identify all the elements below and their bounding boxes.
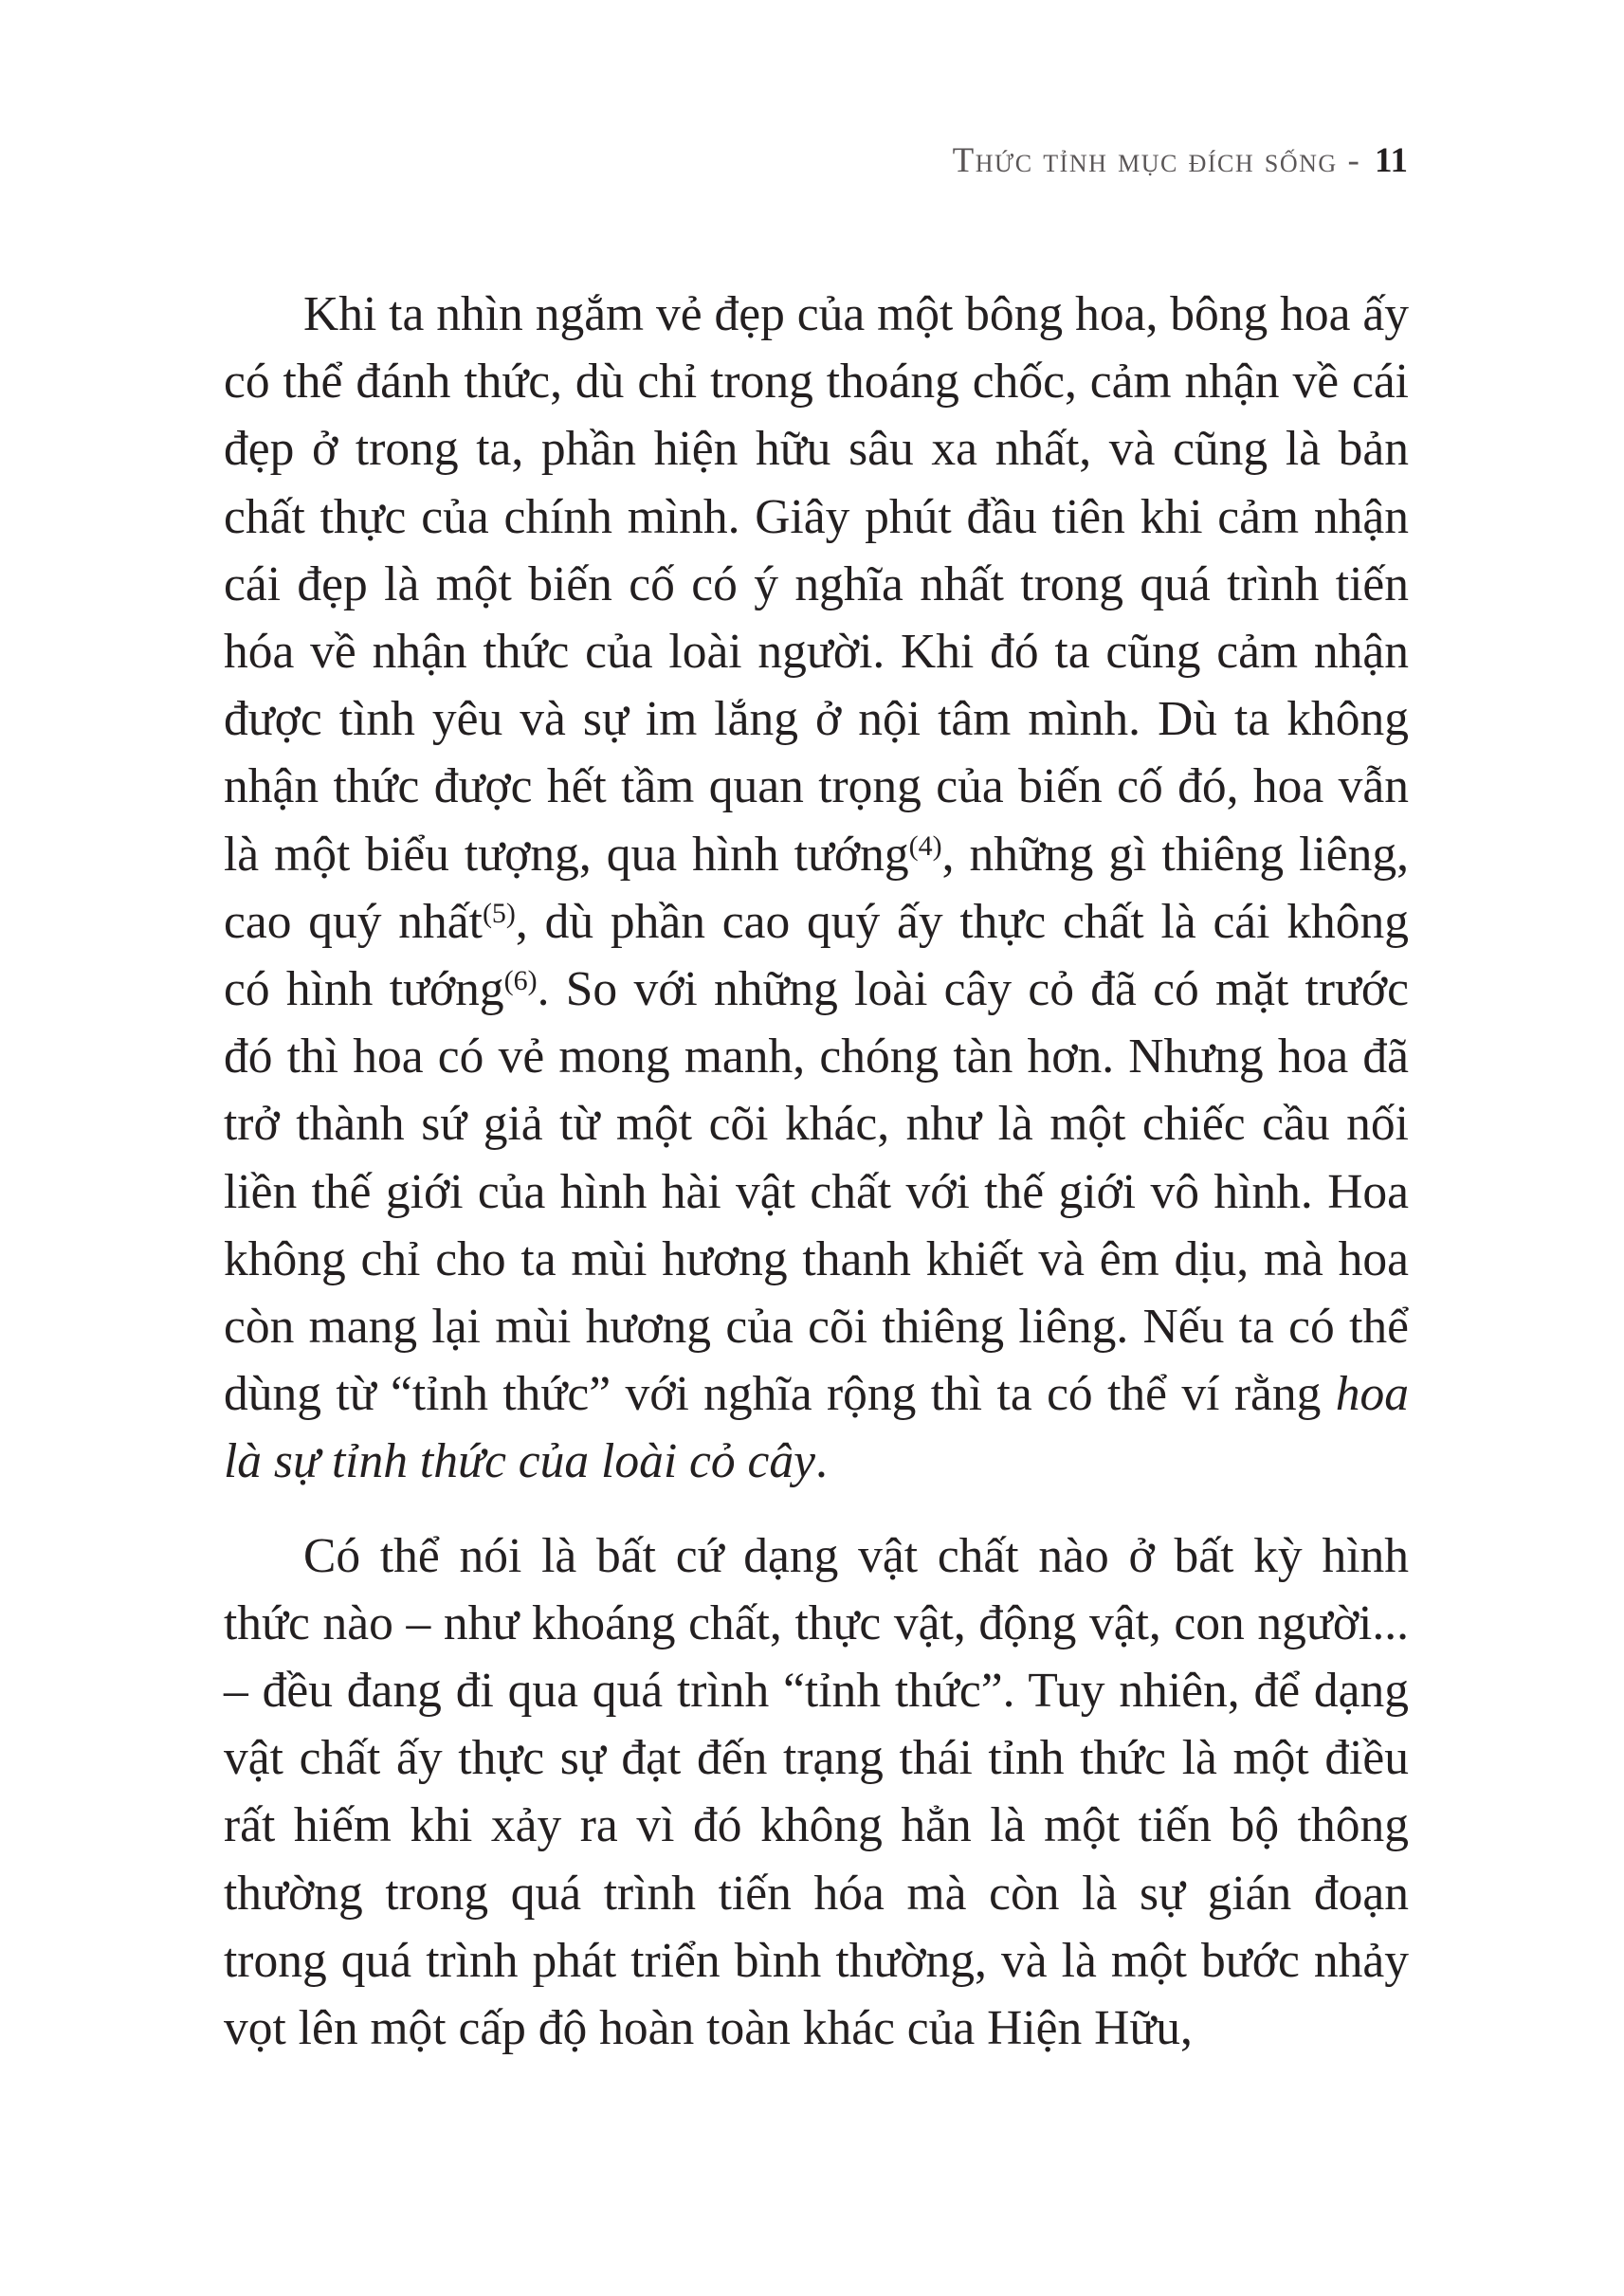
running-title: Thức tỉnh mục đích sống - (952, 141, 1361, 180)
paragraph-2: Có thể nói là bất cứ dạng vật chất nào ở bất kỳ hình thức nào – như khoáng chất, thực vật, động vật, con người... – đều đang đi qua quá trình “tỉnh thức”. Tuy nhiên, để dạng vật chất ấy thực sự đạt đến trạng thái tỉnh thức là một điều rất hiếm khi xảy ra vì đó không hẳn là một tiến bộ thông thường trong quá trình tiến hóa mà còn là sự gián đoạn trong quá trình phát triển bình thường, và là một bước nhảy vọt lên một cấp độ hoàn toàn khác của Hiện Hữu, (224, 1528, 1409, 2056)
body-text (224, 281, 1409, 2062)
footnote-ref-5: (5) (482, 897, 516, 929)
emphasis-phrase: hoa là sự tỉnh thức của loài cỏ cây (224, 1367, 1409, 1489)
paragraph-1-text-c: , dù phần cao quý ấy thực chất là cái không có hình tướng (224, 894, 1409, 1017)
footnote-ref-4: (4) (908, 829, 942, 862)
paragraph-1 (224, 281, 1409, 1496)
running-header (953, 140, 1408, 181)
paragraph-1-text-a: Khi ta nhìn ngắm vẻ đẹp của một bông hoa, bông hoa ấy có thể đánh thức, dù chỉ trong thoáng chốc, cảm nhận về cái đẹp ở trong ta, phần hiện hữu sâu xa nhất, và cũng là bản chất thực của chính mình. Giây phút đầu tiên khi cảm nhận cái đẹp là một biến cố có ý nghĩa nhất trong quá trình tiến hóa về nhận thức của loài người. Khi đó ta cũng cảm nhận được tình yêu và sự im lắng ở nội tâm mình. Dù ta không nhận thức được hết tầm quan trọng của biến cố đó, hoa vẫn là một biểu tượng, qua hình tướng (224, 287, 1409, 882)
paragraph-1-text-d: . So với những loài cây cỏ đã có mặt trước đó thì hoa có vẻ mong manh, chóng tàn hơn. Nhưng hoa đã trở thành sứ giả từ một cõi khác, như là một chiếc cầu nối liền thế giới của hình hài vật chất với thế giới vô hình. Hoa không chỉ cho ta mùi hương thanh khiết và êm dịu, mà hoa còn mang lại mùi hương của cõi thiêng liêng. Nếu ta có thể dùng từ “tỉnh thức” với nghĩa rộng thì ta có thể ví rằng (224, 962, 1409, 1422)
paragraph-1-text-b: , những gì thiêng liêng, cao quý nhất (224, 827, 1410, 949)
footnote-ref-6: (6) (503, 965, 538, 997)
page-number: 11 (1375, 141, 1408, 180)
paragraph-1-end: . (815, 1434, 828, 1489)
